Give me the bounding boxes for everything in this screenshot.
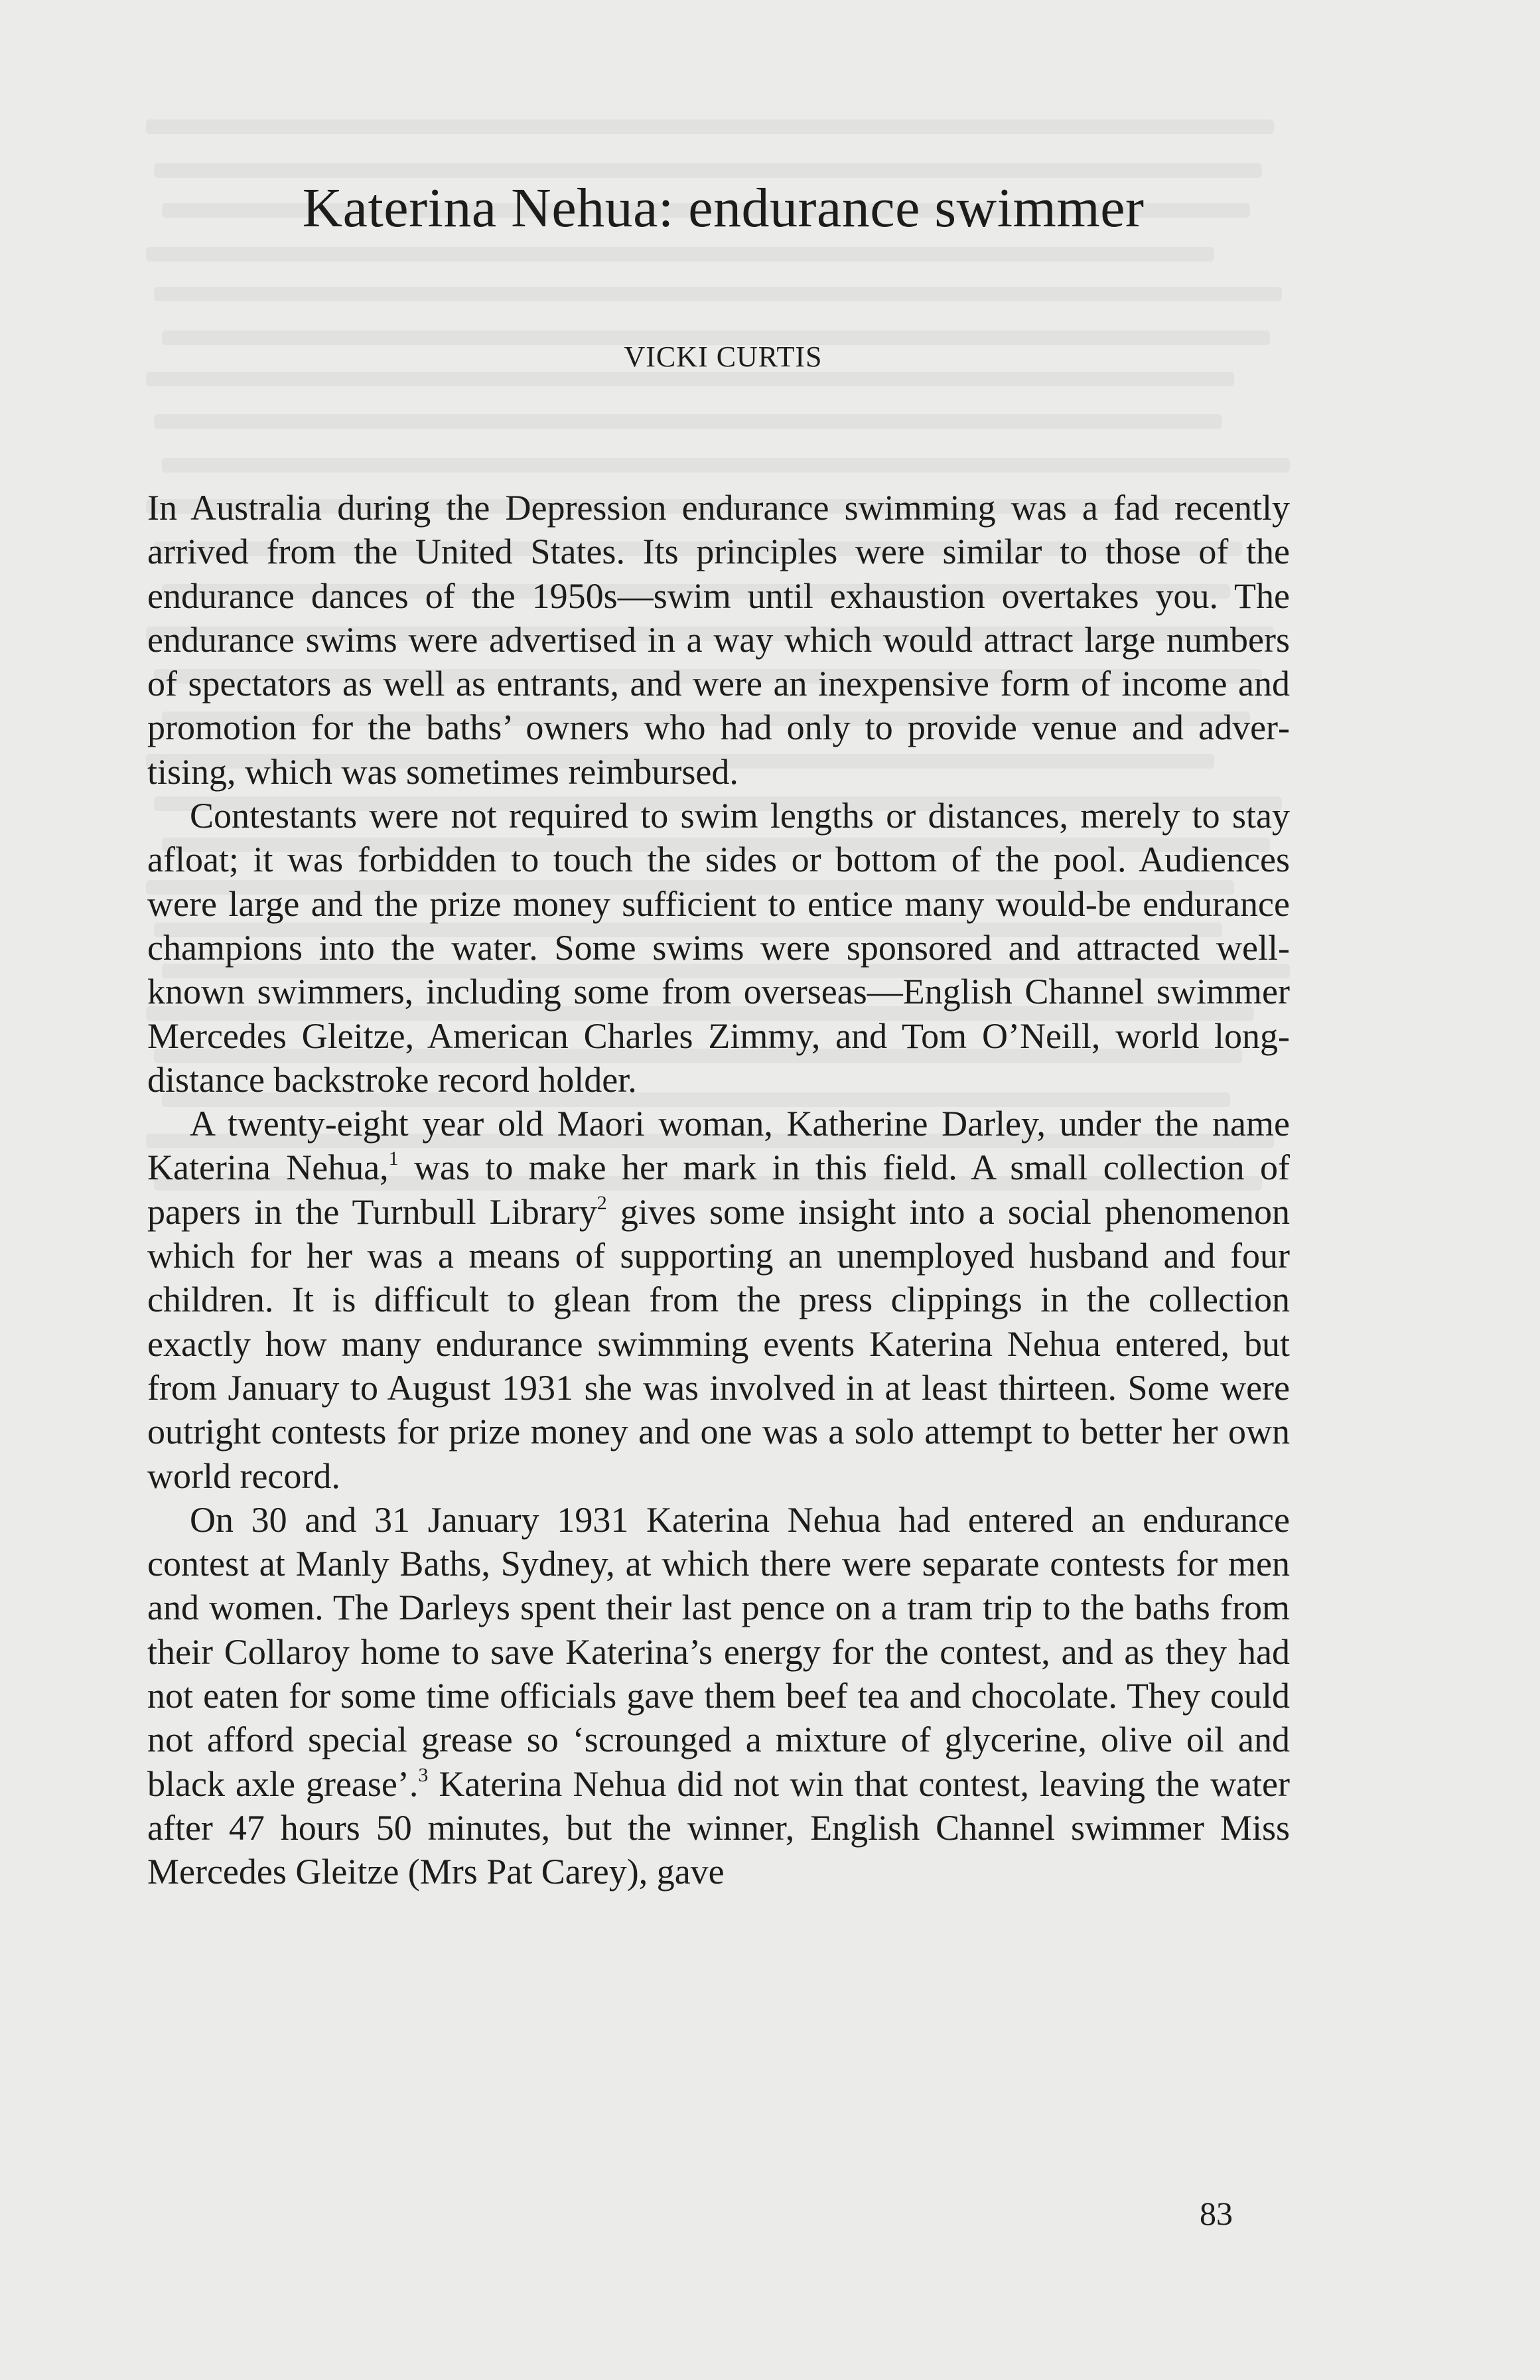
paragraph-3-text-b: was to make her mark in this field. A small collection of papers in the Turnbull Library — [147, 1148, 1290, 1232]
paragraph-3-text-c: gives some insight into a social phenomenon which for her was a means of supporting an unemployed husband and four children. It is difficult to glean from the press clippings in the collection exactly how many endurance swimming events Katerina Nehua entered, but from January to August 1931 she was involved in at least thirteen. Some were outright contests for prize money and one was a solo attempt to better her own world record. — [147, 1191, 1290, 1496]
article-author: VICKI CURTIS — [624, 340, 823, 373]
paragraph-3-text-a: A twenty-eight year old Maori woman, Katherine Darley, under the name Katerina Nehua, — [147, 1104, 1290, 1188]
footnote-marker-3: 3 — [418, 1763, 429, 1786]
footnote-marker-1: 1 — [388, 1148, 399, 1170]
article-title: Katerina Nehua: endurance swimmer — [302, 177, 1145, 239]
page-number: 83 — [1200, 2195, 1233, 2232]
paragraph-1: In Australia during the Depression endurance swimming was a fad recently arrived from the United States. Its principles were similar to those of the endurance dances of the 1950s—swim until exhaustion overtakes you. The endurance swims were advertised in a way which would attract large numbers of spectators as well as entrants, and were an inexpensive form of income and promotion for the baths’ owners who had only to provide venue and advertising, which was sometimes reimbursed. — [147, 488, 1290, 792]
footnote-marker-2: 2 — [596, 1191, 607, 1214]
paragraph-4-text-a: On 30 and 31 January 1931 Katerina Nehua had entered an endurance contest at Manly Baths, Sydney, at which there were separate contests for men and women. The Darleys spent their last pence on a tram trip to the baths from their Collaroy home to save Katerina’s energy for the contest, and as they had not eaten for some time officials gave them beef tea and chocolate. They could not afford special grease so ‘scrounged a mixture of glycerine, olive oil and black axle grease’. — [147, 1499, 1290, 1804]
paragraph-4-text-b: Katerina Nehua did not win that contest, leaving the water after 47 hours 50 minutes, but the winner, English Channel swimmer Miss Mercedes Gleitze (Mrs Pat Carey), gave — [147, 1763, 1290, 1892]
paragraph-2: Contestants were not required to swim lengths or distances, merely to stay afloat; it was forbidden to touch the sides or bottom of the pool. Audiences were large and the prize money sufficient to entice many would-be endurance champions into the water. Some swims were sponsored and attracted well-known swimmers, including some from overseas—English Channel swimmer Mercedes Gleitze, American Charles Zimmy, and Tom O’Neill, world long-distance backstroke record holder. — [147, 796, 1290, 1100]
paragraph-4 — [147, 1498, 1290, 1894]
article-body — [147, 486, 1290, 1894]
paragraph-3 — [147, 1102, 1290, 1498]
